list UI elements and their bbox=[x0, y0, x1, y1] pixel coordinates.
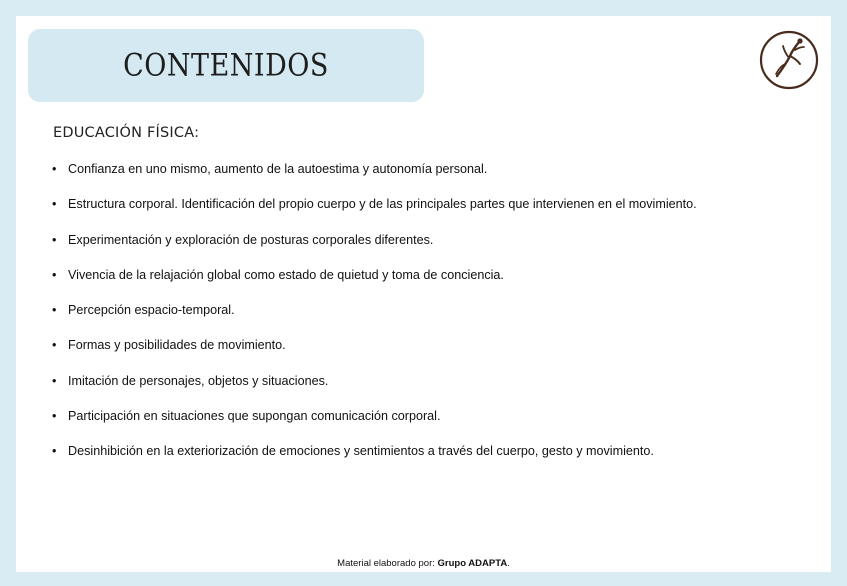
list-item bbox=[52, 233, 697, 268]
bullet: • bbox=[52, 267, 57, 282]
list-item bbox=[52, 197, 697, 232]
bullet: • bbox=[52, 409, 57, 424]
list-item-text: Formas y posibilidades de movimiento. bbox=[68, 338, 286, 353]
list-item-text: Imitación de personajes, objetos y situaciones. bbox=[68, 373, 329, 388]
list-item bbox=[52, 444, 697, 479]
bullet: • bbox=[52, 373, 57, 388]
list-item bbox=[52, 162, 697, 197]
list-item bbox=[52, 409, 697, 444]
list-item-text: Participación en situaciones que supongan comunicación corporal. bbox=[68, 409, 441, 424]
list-item-text: Desinhibición en la exteriorización de emociones y sentimientos a través del cuerpo, gesto y movimiento. bbox=[68, 444, 654, 459]
footer-author: Grupo ADAPTA bbox=[437, 558, 508, 569]
page-title: CONTENIDOS bbox=[123, 47, 329, 84]
list-item-text: Estructura corporal. Identificación del propio cuerpo y de las principales partes que intervienen en el movimiento. bbox=[68, 197, 697, 212]
list-item bbox=[52, 268, 697, 303]
list-item-text: Vivencia de la relajación global como estado de quietud y toma de conciencia. bbox=[68, 267, 504, 282]
list-item bbox=[52, 374, 697, 409]
footer-prefix: Material elaborado por: bbox=[337, 558, 438, 569]
list-item-text: Percepción espacio-temporal. bbox=[68, 303, 235, 318]
list-item bbox=[52, 303, 697, 338]
title-banner bbox=[28, 29, 424, 102]
bullet: • bbox=[52, 338, 57, 353]
bullet: • bbox=[52, 444, 57, 459]
bullet: • bbox=[52, 162, 57, 176]
bullet: • bbox=[52, 303, 57, 318]
list-item-text: Confianza en uno mismo, aumento de la autoestima y autonomía personal. bbox=[68, 162, 488, 176]
content-list bbox=[52, 162, 697, 480]
list-item bbox=[52, 338, 697, 373]
footer-suffix: . bbox=[507, 558, 510, 569]
bullet: • bbox=[52, 232, 57, 247]
dancer-icon bbox=[759, 30, 819, 90]
section-heading: EDUCACIÓN FÍSICA: bbox=[53, 125, 200, 141]
footer-credit bbox=[16, 558, 831, 569]
document-page bbox=[16, 16, 831, 572]
list-item-text: Experimentación y exploración de posturas corporales diferentes. bbox=[68, 232, 434, 247]
bullet: • bbox=[52, 197, 57, 212]
